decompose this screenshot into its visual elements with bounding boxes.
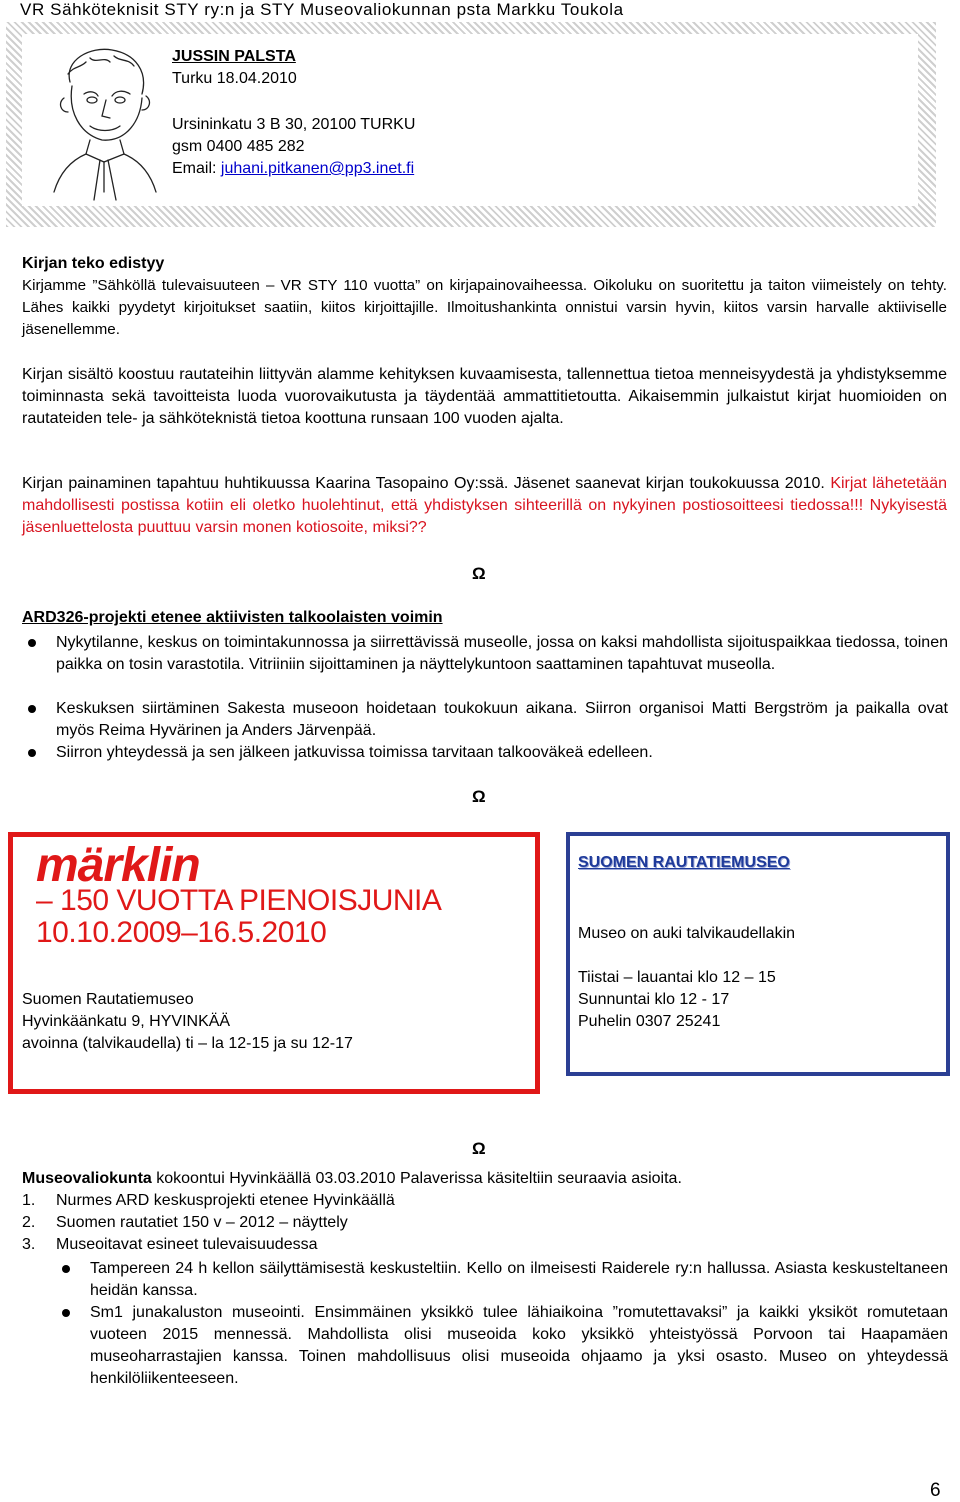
agenda-number: 3.: [22, 1236, 36, 1253]
agenda-item-2: Suomen rautatiet 150 v – 2012 – näyttely: [56, 1214, 348, 1231]
book-paragraph-2: Kirjan sisältö koostuu rautateihin liittyvän alamme kehityksen kuvaamisesta, tallennettua tietoa menneisyydestä ja yhdistyksemme toiminnasta sekä tavoitteista luoda vuorovaikutusta ja täydentää ammattitietoutta. Aikaisemmin julkaistut kirjat huomioiden on rautateiden tele- ja sähköteknistä tietoa koottuna runsaan 100 vuoden ajalta.: [22, 366, 947, 427]
author-address: Ursininkatu 3 B 30, 20100 TURKU: [172, 116, 416, 133]
marklin-opening-hours: avoinna (talvikaudella) ti – la 12-15 ja su 12-17: [22, 1035, 353, 1052]
email-label: Email:: [172, 160, 221, 177]
marklin-dates: 10.10.2009–16.5.2010: [36, 916, 327, 949]
marklin-venue: Suomen Rautatiemuseo: [22, 991, 194, 1008]
committee-name: Museovaliokunta: [22, 1170, 152, 1187]
author-email-line: [172, 158, 414, 180]
committee-meeting-text: kokoontui Hyvinkäällä 03.03.2010 Palaverissa käsiteltiin seuraavia asioita.: [151, 1170, 682, 1187]
book-address-notice: Kirjat lähetetään mahdollisesti postissa kotiin eli oletko huolehtinut, että yhdistyksen sihteerillä on nykyinen postiosoitteesi tiedossa!!! Nykyisestä jäsenluettelosta puuttuu varsin monen kotiosoite, miksi??: [22, 475, 947, 536]
book-heading: Kirjan teko edistyy: [22, 255, 165, 272]
bullet-dot-icon: [28, 749, 36, 757]
email-link[interactable]: juhani.pitkanen@pp3.inet.fi: [220, 160, 415, 177]
marklin-subtitle: – 150 VUOTTA PIENOISJUNIA: [36, 884, 442, 917]
agenda-number: 1.: [22, 1192, 36, 1209]
museum-phone: Puhelin 0307 25241: [578, 1013, 721, 1030]
agenda-item-1: Nurmes ARD keskusprojekti etenee Hyvinkäällä: [56, 1192, 395, 1209]
marklin-logo: märklin: [36, 839, 200, 892]
page-number: 6: [930, 1480, 941, 1501]
section-divider-omega: Ω: [472, 564, 486, 583]
agenda-item-3: Museoitavat esineet tulevaisuudessa: [56, 1236, 318, 1253]
bullet-dot-icon: [28, 639, 36, 647]
ard-bullet-1: Nykytilanne, keskus on toimintakunnossa ja siirrettävissä museolle, jossa on kaksi mahdollista sijoituspaikkaa tiedossa, toinen paikka on tosin varastotila. Vitriiniin sijoittaminen ja näyttelykuntoon saattaminen tapahtuvat museolla.: [56, 634, 948, 673]
bullet-dot-icon: [28, 705, 36, 713]
museum-hours-sunday: Sunnuntai klo 12 - 17: [578, 991, 730, 1008]
agenda-subitem-2: Sm1 junakaluston museointi. Ensimmäinen yksikkö tulee lähiaikoina ”romutettavaksi” ja kaikki yksiköt romutetaan vuoteen 2015 mennessä. Mahdollista olisi museoida koko yksikkö yhteistyössä Porvoon tai Haapamäen museoharrastajien kanssa. Toinen mahdollisuus olisi museoida ohjaamo ja yksi osasto. Museo on yhteydessä henkilöliikenteeseen.: [90, 1304, 948, 1387]
museum-hours-weekdays: Tiistai – lauantai klo 12 – 15: [578, 969, 776, 986]
author-portrait-sketch: [50, 42, 162, 202]
section-divider-omega: Ω: [472, 1139, 486, 1158]
book-paragraph-3: [22, 473, 947, 539]
author-phone: gsm 0400 485 282: [172, 138, 305, 155]
museum-title: SUOMEN RAUTATIEMUSEO: [578, 854, 790, 871]
agenda-number: 2.: [22, 1214, 36, 1231]
committee-intro: [22, 1168, 682, 1190]
ard-bullet-3: Siirron yhteydessä ja sen jälkeen jatkuvissa toimissa tarvitaan talkooväkeä edelleen.: [56, 744, 653, 761]
column-date: Turku 18.04.2010: [172, 70, 297, 87]
agenda-subitem-1: Tampereen 24 h kellon säilyttämisestä keskusteltiin. Kello on ilmeisesti Raiderele ry:n hallussa. Asiasta keskusteltaneen heidän kanssa.: [90, 1260, 948, 1299]
ard-heading: ARD326-projekti etenee aktiivisten talkoolaisten voimin: [22, 609, 443, 626]
bullet-dot-icon: [62, 1309, 70, 1317]
ard-bullet-2: Keskuksen siirtäminen Sakesta museoon hoidetaan toukokuun aikana. Siirron organisoi Matti Bergström ja paikalla ovat myös Reima Hyvärinen ja Anders Järvenpää.: [56, 700, 948, 739]
running-header: VR Sähköteknisit STY ry:n ja STY Museovaliokunnan psta Markku Toukola: [20, 0, 624, 19]
book-print-info: Kirjan painaminen tapahtuu huhtikuussa Kaarina Tasopaino Oy:ssä. Jäsenet saanevat kirjan toukokuussa 2010.: [22, 475, 831, 492]
bullet-dot-icon: [62, 1265, 70, 1273]
book-paragraph-1: Kirjamme ”Sähköllä tulevaisuuteen – VR STY 110 vuotta” on kirjapainovaiheessa. Oikoluku on suoritettu ja taiton viimeistely on tehty. Lähes kaikki pyydetyt kirjoitukset saatiin, kiitos kirjoittajille. Ilmoitushankinta onnistui varsin hyvin, kiitos varsin harvalle aktiiviselle jäsenellemme.: [22, 277, 947, 338]
section-divider-omega: Ω: [472, 787, 486, 806]
column-title: JUSSIN PALSTA: [172, 48, 296, 65]
marklin-address: Hyvinkäänkatu 9, HYVINKÄÄ: [22, 1013, 231, 1030]
museum-open-note: Museo on auki talvikaudellakin: [578, 925, 796, 942]
